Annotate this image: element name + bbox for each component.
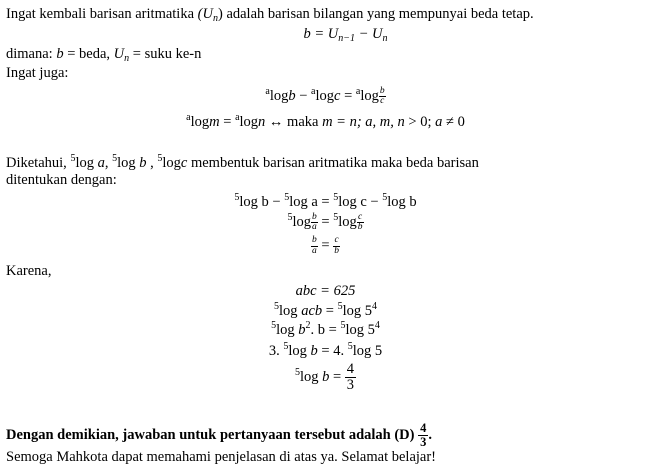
step-log-fraction: $^5$log $\frac{b}{a}$ = $^5$log $\frac{c}{b}$	[287, 211, 363, 233]
step-ratio: $\frac{b}{a}$ = $\frac{c}{b}$	[312, 235, 339, 256]
conclusion-answer: Dengan demikian, jawaban untuk pertanyaan tersebut adalah (D) $\frac{4}{3}$ .	[6, 421, 432, 450]
ingat-juga: Ingat juga:	[6, 65, 69, 81]
closing-message: Semoga Mahkota dapat memahami penjelasan di atas ya. Selamat belajar!	[6, 449, 437, 465]
step-difference: $^5$log b − $^5$log a = $^5$log c − $^5$log b	[234, 192, 417, 210]
step-log-b2: $^5$log $b^2$. b = $^5$log $5^4$	[271, 320, 380, 338]
step-log-acb: $^5$log acb = $^5$log $5^4$	[274, 301, 377, 319]
karena-label: Karena,	[6, 263, 52, 279]
ditentukan-line: ditentukan dengan:	[6, 172, 117, 188]
diketahui-line: Diketahui, $^5$log a, $^5$log b , $^5$logc membentuk barisan aritmatika maka beda barisan	[6, 153, 479, 171]
intro-line: Ingat kembali barisan aritmatika $(U_n)$ adalah barisan bilangan yang mempunyai beda tetap.	[6, 6, 534, 24]
dimana-line: dimana: b = beda, $U_n$ = suku ke-n	[6, 46, 202, 64]
step-result: $^5$log b = $\frac{4}{3}$	[294, 361, 355, 394]
beda-formula: $b = U_{n-1} - U_n$	[303, 26, 388, 44]
log-rule-subtraction: $^a$logb − $^a$logc = $^a$log $\frac{b}{c}$	[265, 85, 385, 107]
step-3logb: 3. $^5$log b = 4. $^5$log 5	[268, 341, 383, 359]
log-rule-equality: $^a$logm = $^a$logn ↔ maka m = n; a, m, n > 0; a ≠ 0	[186, 112, 465, 130]
step-abc: abc = 625	[295, 283, 356, 299]
